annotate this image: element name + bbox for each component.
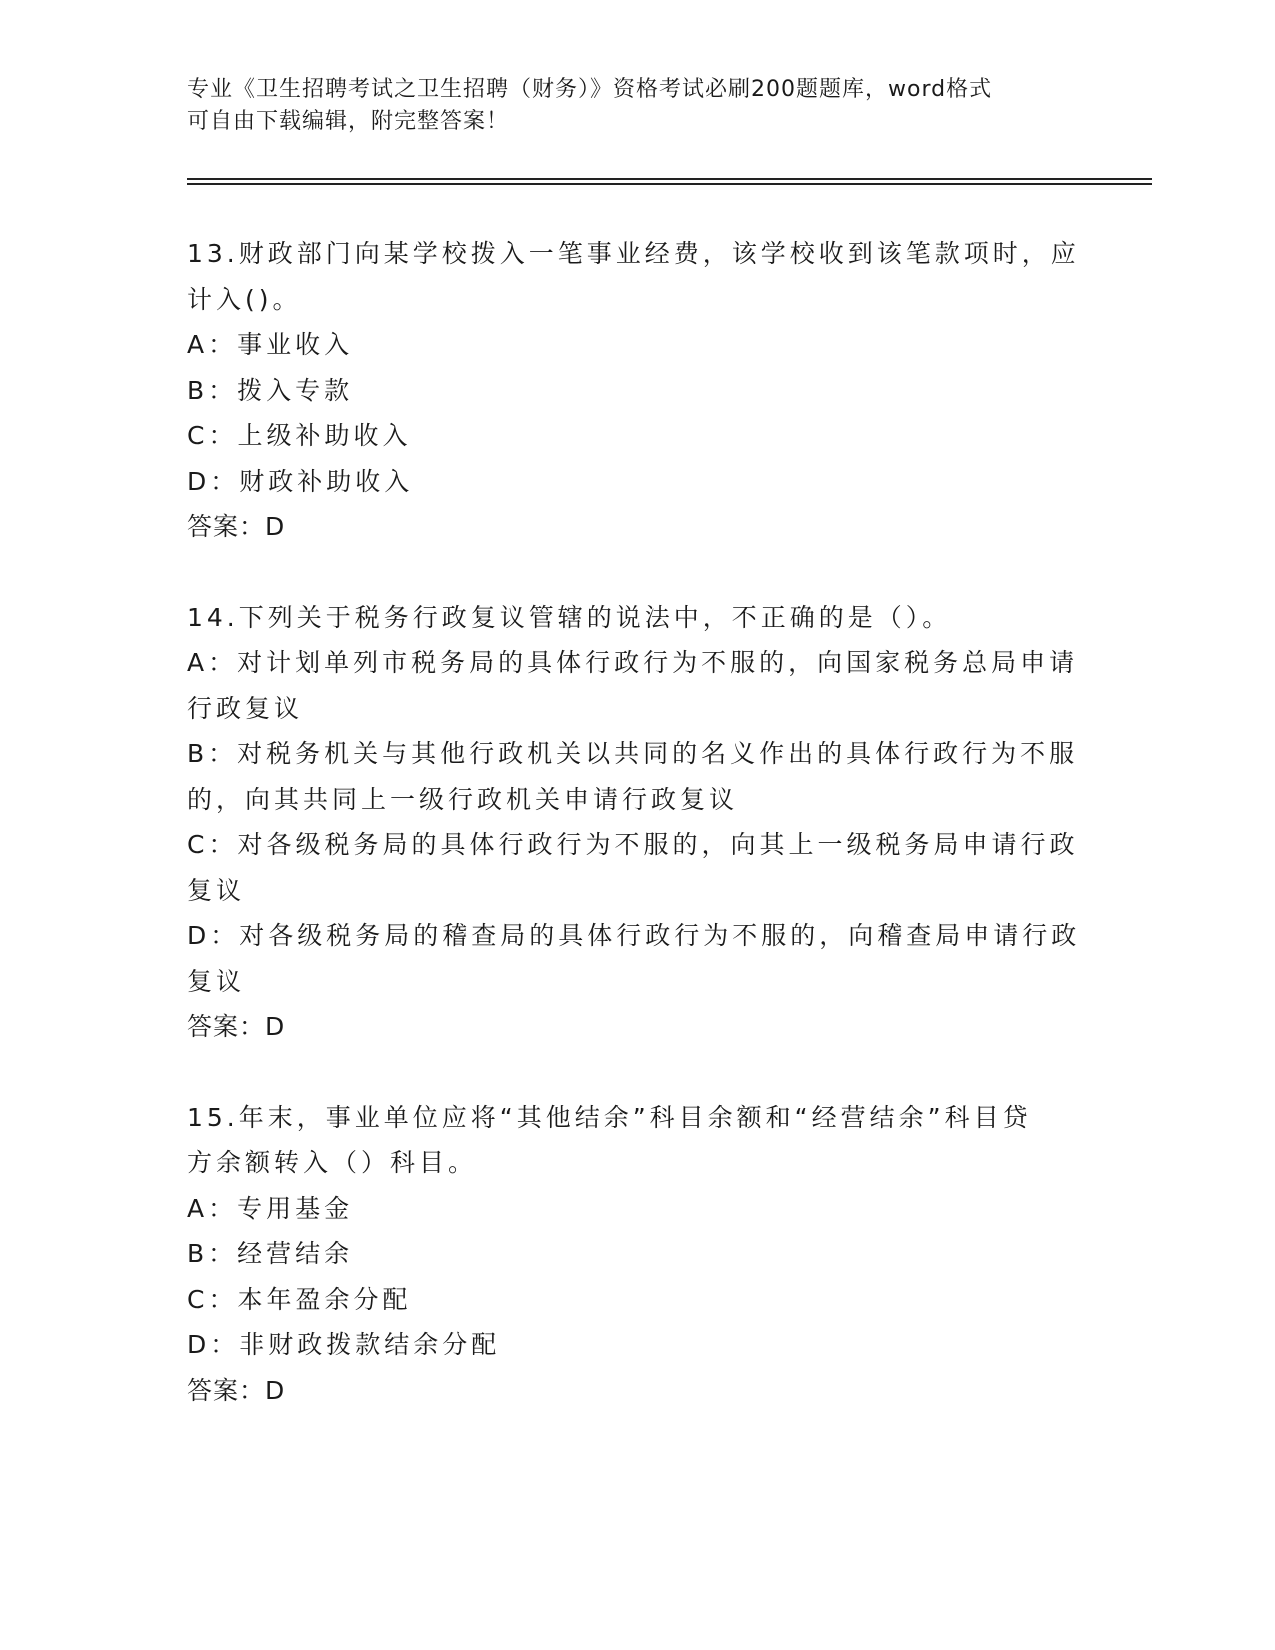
question-15 — [187, 1095, 1087, 1414]
option-a-continued: 行政复议 — [187, 693, 304, 723]
option-d: D：财政补助收入 — [187, 466, 414, 496]
option-b-continued: 的，向其共同上一级行政机关申请行政复议 — [187, 784, 739, 814]
option-d-continued: 复议 — [187, 966, 246, 996]
question-stem-line: 15.年末，事业单位应将“其他结余”科目余额和“经营结余”科目贷 — [187, 1102, 1032, 1132]
question-14 — [187, 595, 1087, 1050]
question-list — [187, 231, 1087, 1458]
header-divider-bottom — [187, 183, 1152, 185]
option-c-continued: 复议 — [187, 875, 246, 905]
answer-line: 答案：D — [187, 1375, 286, 1405]
option-c: C：上级补助收入 — [187, 421, 412, 450]
question-stem-line: 方余额转入（）科目。 — [187, 1148, 478, 1177]
question-stem-line: 13.财政部门向某学校拨入一笔事业经费，该学校收到该笔款项时，应 — [187, 239, 1080, 268]
question-stem-line: 14.下列关于税务行政复议管辖的说法中，不正确的是（）。 — [187, 602, 952, 632]
option-a: A：事业收入 — [187, 330, 354, 359]
answer-line: 答案：D — [187, 512, 286, 541]
header-line-1: 专业《卫生招聘考试之卫生招聘（财务）》资格考试必刷200题题库，word格式 — [187, 77, 993, 102]
option-c: C：对各级税务局的具体行政行为不服的，向其上一级税务局申请行政 — [187, 830, 1079, 859]
option-c: C：本年盈余分配 — [187, 1284, 412, 1314]
option-a: A：对计划单列市税务局的具体行政行为不服的，向国家税务总局申请 — [187, 648, 1079, 677]
header-divider-top — [187, 178, 1152, 180]
question-stem-line: 计入()。 — [187, 284, 302, 314]
answer-line: 答案：D — [187, 1012, 286, 1041]
header-line-2: 可自由下载编辑，附完整答案！ — [187, 109, 510, 134]
option-d: D：对各级税务局的稽查局的具体行政行为不服的，向稽查局申请行政 — [187, 921, 1081, 950]
option-b: B：对税务机关与其他行政机关以共同的名义作出的具体行政行为不服 — [187, 739, 1079, 768]
option-d: D：非财政拨款结余分配 — [187, 1330, 501, 1359]
question-13 — [187, 231, 1087, 550]
option-b: B：拨入专款 — [187, 375, 354, 405]
option-a: A：专用基金 — [187, 1193, 354, 1223]
document-header — [187, 74, 1067, 138]
option-b: B：经营结余 — [187, 1239, 354, 1268]
